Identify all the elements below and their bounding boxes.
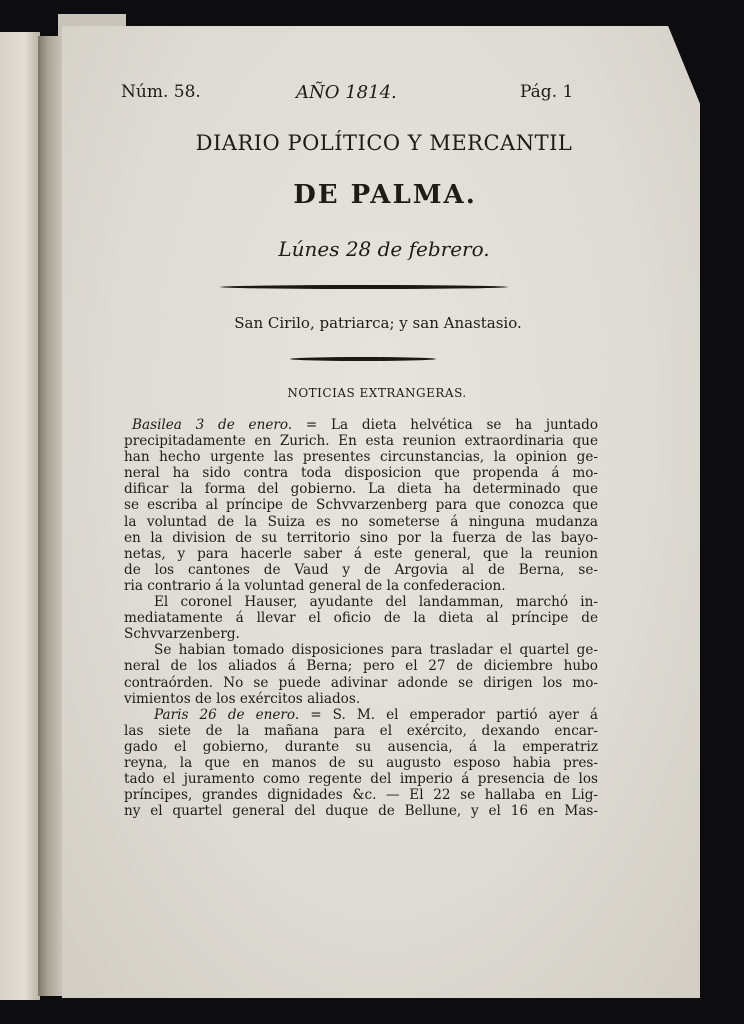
- article-line: Schvvarzenberg.: [124, 626, 240, 643]
- section-heading: NOTICIAS EXTRANGERAS.: [287, 386, 467, 400]
- article-line: neral ha sido contra toda disposicion que propenda á mo-: [124, 465, 598, 482]
- article-line: vimientos de los exércitos aliados.: [124, 690, 361, 707]
- article-line: contraórden. No se puede adivinar adonde se dirigen los mo-: [124, 674, 598, 691]
- dateline-paris: Paris 26 de enero.: [154, 706, 300, 723]
- article-line: la voluntad de la Suiza es no someterse á ninguna mudanza: [124, 513, 598, 530]
- issue-date: Lúnes 28 de febrero.: [278, 237, 490, 261]
- article-line: ria contrario á la voluntad general de la confederacion.: [124, 577, 506, 594]
- page-number: Pág. 1: [520, 82, 574, 102]
- article-line: las siete de la mañana para el exército, dexando encar-: [124, 722, 598, 739]
- article-line: príncipes, grandes dignidades &c. — El 22 se hallaba en Lig-: [124, 787, 598, 804]
- article-line: El coronel Hauser, ayudante del landamman, marchó in-: [154, 594, 598, 611]
- article-line: neral de los aliados á Berna; pero el 27 de diciembre hubo: [124, 658, 598, 675]
- article-line: netas, y para hacerle saber á este general, que la reunion: [124, 545, 598, 562]
- saints-of-day: San Cirilo, patriarca; y san Anastasio.: [234, 314, 522, 332]
- article-line: reyna, la que en manos de su augusto esposo habia pres-: [124, 754, 598, 771]
- masthead-city: DE PALMA.: [293, 180, 477, 210]
- article-line: Basilea 3 de enero. = La dieta helvética se ha juntado: [132, 417, 598, 433]
- article-body: [124, 417, 598, 819]
- ornamental-rule-top: [220, 285, 508, 289]
- article-line: precipitadamente en Zurich. En esta reunion extraordinaria que: [124, 433, 598, 450]
- article-line: Paris 26 de enero. = S. M. el emperador partió ayer á: [154, 706, 598, 723]
- article-line: gado el gobierno, durante su ausencia, á la emperatriz: [124, 738, 598, 755]
- dateline-basilea: Basilea 3 de enero.: [132, 417, 293, 433]
- masthead-title: DIARIO POLÍTICO Y MERCANTIL: [195, 131, 573, 155]
- article-line: de los cantones de Vaud y de Argovia al de Berna, se-: [124, 561, 598, 578]
- ornamental-rule-bottom: [290, 357, 436, 361]
- previous-page-edge: [0, 32, 40, 1000]
- article-line: tado el juramento como regente del imperio á presencia de los: [124, 771, 598, 788]
- issue-number: Núm. 58.: [121, 82, 201, 102]
- article-line: Se habian tomado disposiciones para trasladar el quartel ge-: [154, 642, 598, 659]
- issue-year: AÑO 1814.: [296, 82, 397, 103]
- article-line: ny el quartel general del duque de Bellune, y el 16 en Mas-: [124, 803, 598, 820]
- article-line: mediatamente á llevar el oficio de la dieta al príncipe de: [124, 610, 598, 627]
- article-line: se escriba al príncipe de Schvvarzenberg para que conozca que: [124, 497, 598, 514]
- article-line: en la division de su territorio sino por la fuerza de las bayo-: [124, 529, 598, 546]
- article-line: dificar la forma del gobierno. La dieta ha determinado que: [124, 481, 598, 498]
- article-line: han hecho urgente las presentes circunstancias, la opinion ge-: [124, 449, 598, 466]
